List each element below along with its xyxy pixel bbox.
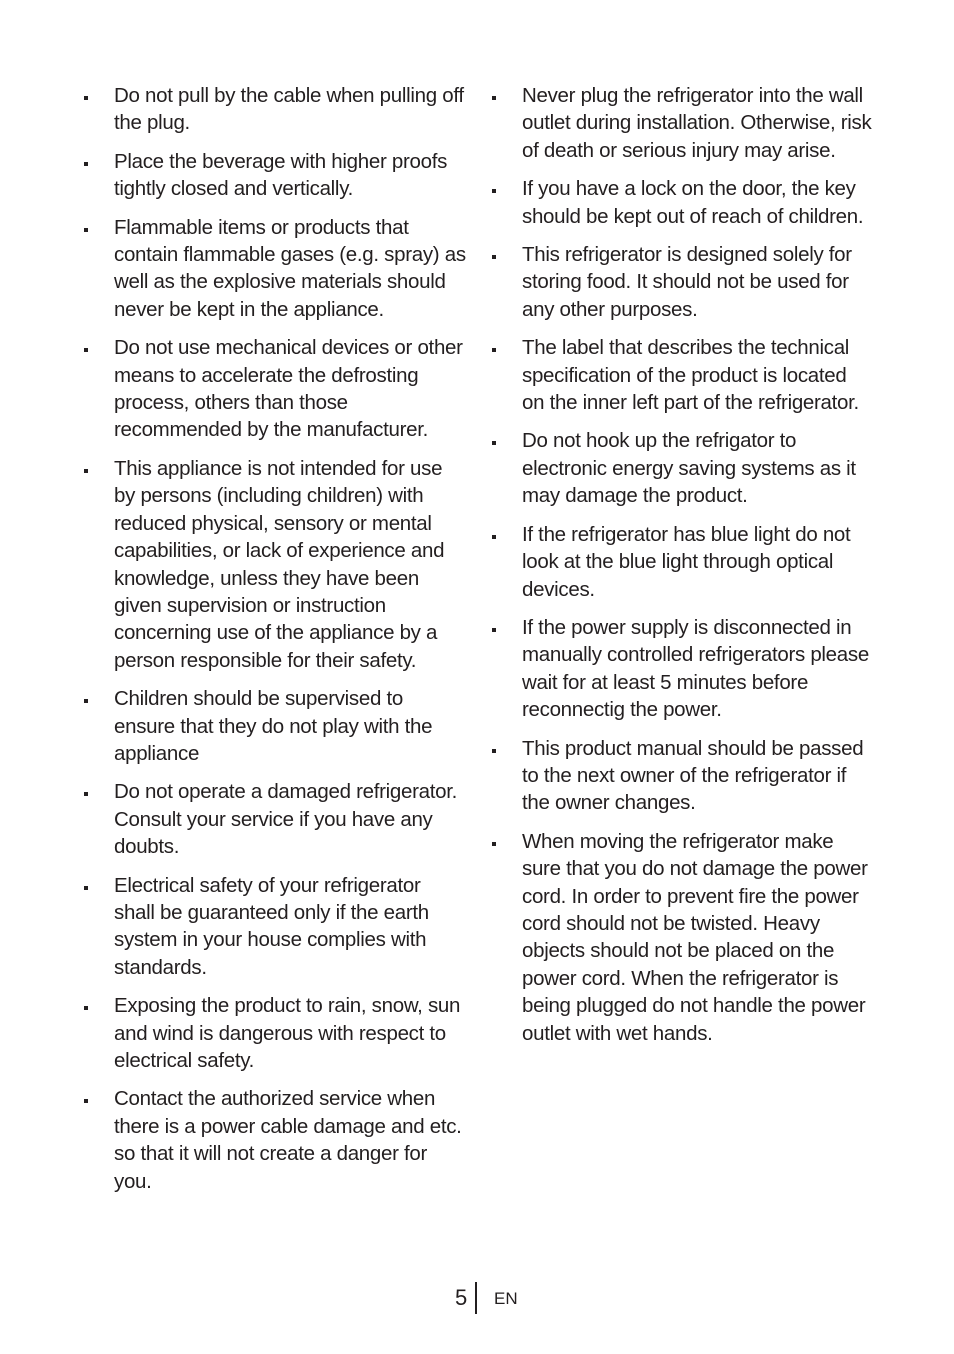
list-item-text: Contact the authorized service when there is a power cable damage and etc. so that it will not create a danger for you. [114,1087,462,1193]
bullet-icon [492,255,496,259]
right-column [490,82,874,1058]
list-item [82,872,466,982]
left-column [82,82,466,1206]
page-footer [0,1282,954,1316]
list-item [82,148,466,203]
language-code: EN [494,1289,518,1308]
safety-list-right [490,82,874,1047]
list-item [490,82,874,164]
safety-list-left [82,82,466,1195]
list-item-text: Do not operate a damaged refrigerator. Consult your service if you have any doubts. [114,780,458,859]
list-item [490,614,874,724]
list-item [82,334,466,444]
list-item [82,685,466,767]
bullet-icon [492,842,496,846]
list-item [490,735,874,817]
footer-divider [475,1282,477,1314]
list-item [490,828,874,1047]
list-item-text: Never plug the refrigerator into the wall outlet during installation. Otherwise, risk of death or serious injury may arise. [522,84,872,162]
list-item [490,241,874,323]
list-item [490,427,874,509]
list-item-text: Electrical safety of your refrigerator shall be guaranteed only if the earth system in your house complies with standards. [114,873,429,979]
list-item [82,992,466,1074]
bullet-icon [492,749,496,753]
list-item-text: This product manual should be passed to the next owner of the refrigerator if the owner changes. [522,736,864,815]
list-item [490,175,874,230]
list-item [82,778,466,860]
list-item-text: Do not hook up the refrigator to electronic energy saving systems as it may damage the product. [522,429,856,508]
bullet-icon [84,96,88,100]
bullet-icon [492,535,496,539]
list-item-text: The label that describes the technical specification of the product is located on the inner left part of the refrigerator. [522,336,859,415]
bullet-icon [84,348,88,352]
bullet-icon [84,792,88,796]
list-item [490,334,874,416]
list-item-text: Place the beverage with higher proofs tightly closed and vertically. [114,149,448,201]
bullet-icon [492,96,496,100]
list-item-text: If you have a lock on the door, the key should be kept out of reach of children. [522,177,864,228]
bullet-icon [84,162,88,166]
bullet-icon [492,628,496,632]
list-item-text: Do not pull by the cable when pulling off the plug. [114,84,464,135]
list-item-text: Exposing the product to rain, snow, sun and wind is dangerous with respect to electrical safety. [114,994,461,1072]
list-item-text: Children should be supervised to ensure that they do not play with the appliance [114,687,433,765]
list-item [82,455,466,674]
bullet-icon [492,441,496,445]
list-item [82,1085,466,1195]
bullet-icon [84,469,88,473]
bullet-icon [84,699,88,703]
bullet-icon [492,348,496,352]
bullet-icon [84,1006,88,1010]
list-item-text: This refrigerator is designed solely for storing food. It should not be used for any other purposes. [522,243,852,321]
list-item-text: If the power supply is disconnected in manually controlled refrigerators please wait for at least 5 minutes before reconnectig the power. [522,615,869,722]
bullet-icon [84,228,88,232]
list-item-text: This appliance is not intended for use by persons (including children) with reduced physical, sensory or mental capabilities, or lack of experience and knowledge, unless they have been given supervision or instruction concerning use of the appliance by a person responsible for their safety. [114,456,445,672]
page-number: 5 [455,1285,468,1310]
list-item [82,82,466,137]
bullet-icon [84,1099,88,1103]
list-item-text: If the refrigerator has blue light do not look at the blue light through optical devices. [522,522,851,601]
list-item-text: Do not use mechanical devices or other means to accelerate the defrosting process, others than those recommended by the manufacturer. [114,336,463,442]
list-item-text: Flammable items or products that contain flammable gases (e.g. spray) as well as the explosive materials should never be kept in the appliance. [114,215,466,321]
list-item [490,521,874,603]
bullet-icon [84,886,88,890]
bullet-icon [492,189,496,193]
list-item [82,214,466,324]
list-item-text: When moving the refrigerator make sure that you do not damage the power cord. In order to prevent fire the power cord should not be twisted. Heavy objects should not be placed on the power cord. When the refrigerator is being plugged do not handle the power outlet with wet hands. [522,829,868,1045]
